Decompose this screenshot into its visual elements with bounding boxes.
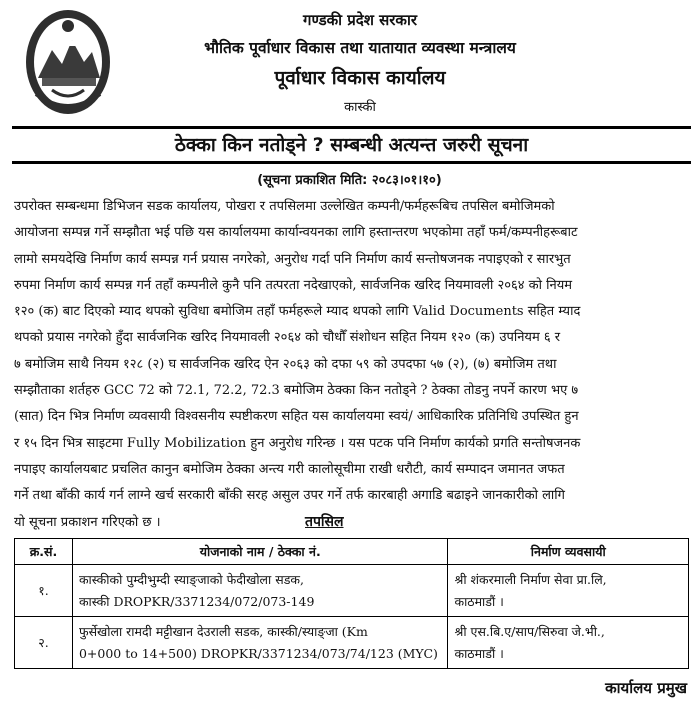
body-line: थपको प्रयास नगरेको हुँदा सार्वजनिक खरिद नियमावली २०६४ को चौधौँ संशोधन सहित नियम १२० (क) उपनियम ६ र — [14, 330, 561, 346]
row-serial: २. — [15, 617, 73, 669]
body-line: १२० (क) बाट दिएको म्याद थपको सुविधा बमोजिम तहाँ फर्महरूले म्याद थपको लागि Valid Documents सहित म्याद — [14, 304, 581, 320]
table-row — [15, 617, 689, 669]
project-contract-no: कास्की DROPKR/3371234/072/073-149 — [78, 593, 315, 609]
nepal-emblem-icon — [22, 6, 114, 118]
project-cell — [72, 617, 448, 669]
body-line: ७ बमोजिम साथै नियम १२८ (२) घ सार्वजनिक खरिद ऐन २०६३ को दफा ५९ को उपदफा ५७ (२), (७) बमोजिम तथा — [14, 356, 557, 372]
body-line: आयोजना सम्पन्न गर्ने सम्झौता भई पछि यस कार्यालयमा कार्यान्वयनका लागि हस्तान्तरण भएकोमा तहाँ फर्म/कम्पनीहरूबाट — [14, 225, 578, 241]
notice-body — [14, 194, 690, 536]
project-name: कास्कीको पुम्दीभुम्दी स्याङ्जाको फेदीखोला सडक, — [78, 571, 304, 587]
contractor-name: श्री शंकरमाली निर्माण सेवा प्रा.लि, — [454, 571, 607, 587]
body-line: उपरोक्त सम्बन्धमा डिभिजन सडक कार्यालय, पोखरा र तपसिलमा उल्लेखित कम्पनी/फर्महरूबिच तपसिल बमोजिमको — [14, 199, 555, 214]
table-header-row — [15, 539, 689, 565]
body-line: रुपमा निर्माण कार्य सम्पन्न गर्न तहाँ कम्पनीले कुनै पनि तत्परता नदेखाएको, सार्वजनिक खरिद नियमावली २०६४ को नियम — [14, 277, 573, 293]
body-line: लामो समयदेखि निर्माण कार्य सम्पन्न गर्न प्रयास नगरेको, अनुरोध गर्दा पनि निर्माण कार्य सन्तोषजनक नपाइएको र सारभुत — [14, 251, 571, 267]
column-header-project: योजनाको नाम / ठेक्का नं. — [72, 539, 448, 565]
notice-title: ठेक्का किन नतोड्ने ? सम्बन्धी अत्यन्त जरुरी सूचना — [12, 126, 691, 164]
contractor-cell — [448, 565, 689, 617]
contractor-cell — [448, 617, 689, 669]
signoff-title: कार्यालय प्रमुख — [605, 679, 687, 697]
publish-date: (सूचना प्रकाशित मिति: २०८३।०१।१०) — [257, 173, 442, 188]
office-name: पूर्वाधार विकास कार्यालय — [274, 67, 446, 89]
government-name: गण्डकी प्रदेश सरकार — [303, 11, 417, 29]
contractor-name: श्री एस.बि.ए/साप/सिरुवा जे.भी., — [454, 623, 605, 639]
project-contract-no: 0+000 to 14+500) DROPKR/3371234/073/74/123 (MYC) — [78, 645, 438, 661]
row-serial: १. — [15, 565, 73, 617]
column-header-contractor: निर्माण व्यवसायी — [448, 539, 689, 565]
column-header-sn: क्र.सं. — [15, 539, 73, 565]
body-line: र १५ दिन भित्र साइटमा Fully Mobilization हुन अनुरोध गरिन्छ । यस पटक पनि निर्माण कार्यको प्रगति सन्तोषजनक — [14, 435, 581, 451]
body-line: यो सूचना प्रकाशन गरिएको छ । — [14, 514, 161, 530]
ministry-name: भौतिक पूर्वाधार विकास तथा यातायात व्यवस्था मन्त्रालय — [204, 39, 516, 57]
contractor-address: काठमाडौं । — [454, 593, 504, 609]
body-line: गर्ने तथा बाँकी कार्य गर्न लाग्ने खर्च सरकारी बाँकी सरह असुल उपर गर्ने तर्फ कारबाही अगाडि बढाइने जानकारीको लागि — [14, 488, 565, 504]
schedule-table — [14, 538, 689, 669]
contractor-address: काठमाडौं । — [454, 645, 504, 661]
schedule-label: तपसिल — [305, 514, 344, 530]
body-line: (सात) दिन भित्र निर्माण व्यवसायी विश्वसनीय स्पष्टीकरण सहित यस कार्यालयमा स्वयं/ आधिकारिक प्रतिनिधि उपस्थित हुन — [14, 409, 579, 425]
district-name: कास्की — [344, 100, 376, 115]
project-name: फुर्सेखोला रामदी मट्टीखान देउराली सडक, कास्की/स्याङ्जा (Km — [78, 623, 368, 639]
project-cell — [72, 565, 448, 617]
body-line: नपाइए कार्यालयबाट प्रचलित कानुन बमोजिम ठेक्का अन्त्य गरी कालोसूचीमा राखी धरौटी, कार्य सम्पादन जमानत जफत — [14, 461, 565, 477]
body-line: सम्झौताका शर्तहरु GCC 72 को 72.1, 72.2, 72.3 बमोजिम ठेक्का किन नतोड्ने ? ठेक्का तोडनु नपर्ने कारण भए ७ — [14, 383, 579, 399]
table-row — [15, 565, 689, 617]
